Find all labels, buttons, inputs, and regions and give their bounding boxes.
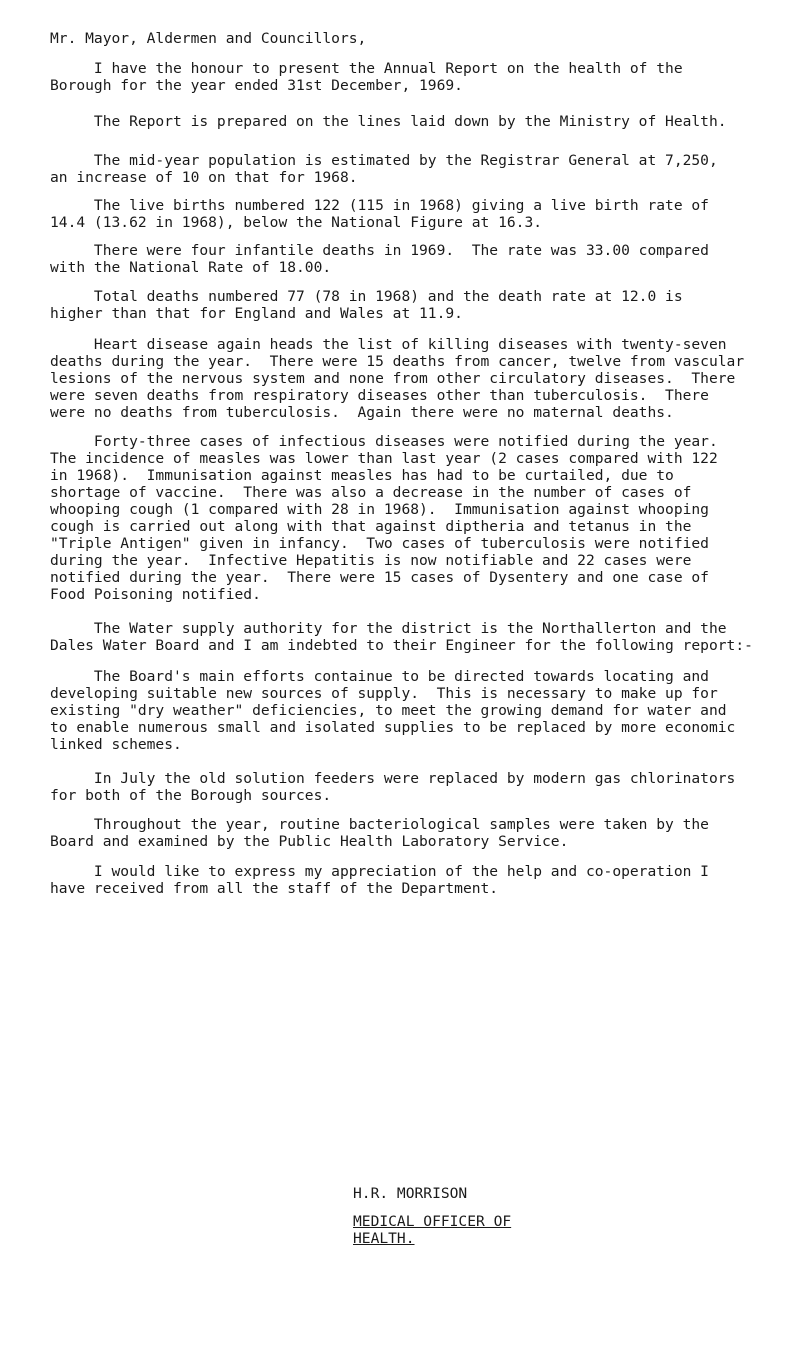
paragraph-line: for both of the Borough sources.	[50, 787, 332, 804]
paragraph-line: The mid-year population is estimated by the Registrar General at 7,250,	[50, 152, 718, 169]
paragraph-line: cough is carried out along with that against diptheria and tetanus in the	[50, 518, 692, 535]
report-paragraph	[50, 336, 785, 421]
paragraph-line: with the National Rate of 18.00.	[50, 259, 332, 276]
paragraph-line: The live births numbered 122 (115 in 1968) giving a live birth rate of	[50, 197, 709, 214]
paragraph-line: Food Poisoning notified.	[50, 586, 261, 603]
report-paragraph	[50, 152, 785, 186]
paragraph-line: I have the honour to present the Annual Report on the health of the	[50, 60, 683, 77]
salutation-line: Mr. Mayor, Aldermen and Councillors,	[50, 30, 367, 47]
paragraph-line: Borough for the year ended 31st December, 1969.	[50, 77, 463, 94]
report-paragraph	[50, 770, 785, 804]
paragraph-line: whooping cough (1 compared with 28 in 1968). Immunisation against whooping	[50, 501, 709, 518]
paragraph-line: developing suitable new sources of supply. This is necessary to make up for	[50, 685, 718, 702]
paragraph-line: notified during the year. There were 15 cases of Dysentery and one case of	[50, 569, 709, 586]
paragraph-line: deaths during the year. There were 15 deaths from cancer, twelve from vascular	[50, 353, 745, 370]
paragraph-line: an increase of 10 on that for 1968.	[50, 169, 358, 186]
report-paragraph	[50, 113, 785, 130]
paragraph-line: existing "dry weather" deficiencies, to meet the growing demand for water and	[50, 702, 727, 719]
paragraph-line: linked schemes.	[50, 736, 182, 753]
report-paragraph	[50, 242, 785, 276]
report-paragraph	[50, 433, 785, 603]
paragraph-line: There were four infantile deaths in 1969. The rate was 33.00 compared	[50, 242, 709, 259]
report-paragraph	[50, 60, 785, 94]
report-paragraph	[50, 816, 785, 850]
report-paragraph	[50, 668, 785, 753]
paragraph-line: were no deaths from tuberculosis. Again there were no maternal deaths.	[50, 404, 674, 421]
paragraph-line: "Triple Antigen" given in infancy. Two cases of tuberculosis were notified	[50, 535, 709, 552]
paragraph-line: have received from all the staff of the Department.	[50, 880, 499, 897]
signatory-title: MEDICAL OFFICER OF HEALTH.	[353, 1213, 512, 1247]
salutation	[50, 30, 785, 47]
paragraph-line: were seven deaths from respiratory diseases other than tuberculosis. There	[50, 387, 709, 404]
paragraph-line: 14.4 (13.62 in 1968), below the National Figure at 16.3.	[50, 214, 543, 231]
paragraph-line: The Report is prepared on the lines laid down by the Ministry of Health.	[50, 113, 727, 130]
report-paragraph	[50, 620, 785, 654]
paragraph-line: Heart disease again heads the list of killing diseases with twenty-seven	[50, 336, 727, 353]
paragraph-line: during the year. Infective Hepatitis is now notifiable and 22 cases were	[50, 552, 692, 569]
paragraph-line: Throughout the year, routine bacteriological samples were taken by the	[50, 816, 709, 833]
paragraph-line: I would like to express my appreciation of the help and co-operation I	[50, 863, 709, 880]
paragraph-line: shortage of vaccine. There was also a decrease in the number of cases of	[50, 484, 692, 501]
report-paragraph	[50, 288, 785, 322]
paragraph-line: Forty-three cases of infectious diseases were notified during the year.	[50, 433, 718, 450]
paragraph-line: In July the old solution feeders were replaced by modern gas chlorinators	[50, 770, 736, 787]
signatory-name: H.R. MORRISON	[353, 1185, 468, 1202]
paragraph-line: Dales Water Board and I am indebted to their Engineer for the following report:-	[50, 637, 753, 654]
paragraph-line: The Water supply authority for the district is the Northallerton and the	[50, 620, 727, 637]
paragraph-line: in 1968). Immunisation against measles has had to be curtailed, due to	[50, 467, 674, 484]
paragraph-line: The incidence of measles was lower than last year (2 cases compared with 122	[50, 450, 718, 467]
report-paragraph	[50, 197, 785, 231]
paragraph-line: higher than that for England and Wales at 11.9.	[50, 305, 463, 322]
paragraph-line: Board and examined by the Public Health Laboratory Service.	[50, 833, 569, 850]
paragraph-line: The Board's main efforts containue to be directed towards locating and	[50, 668, 709, 685]
paragraph-line: lesions of the nervous system and none from other circulatory diseases. There	[50, 370, 736, 387]
report-paragraph	[50, 863, 785, 897]
paragraph-line: to enable numerous small and isolated supplies to be replaced by more economic	[50, 719, 736, 736]
paragraph-line: Total deaths numbered 77 (78 in 1968) and the death rate at 12.0 is	[50, 288, 683, 305]
